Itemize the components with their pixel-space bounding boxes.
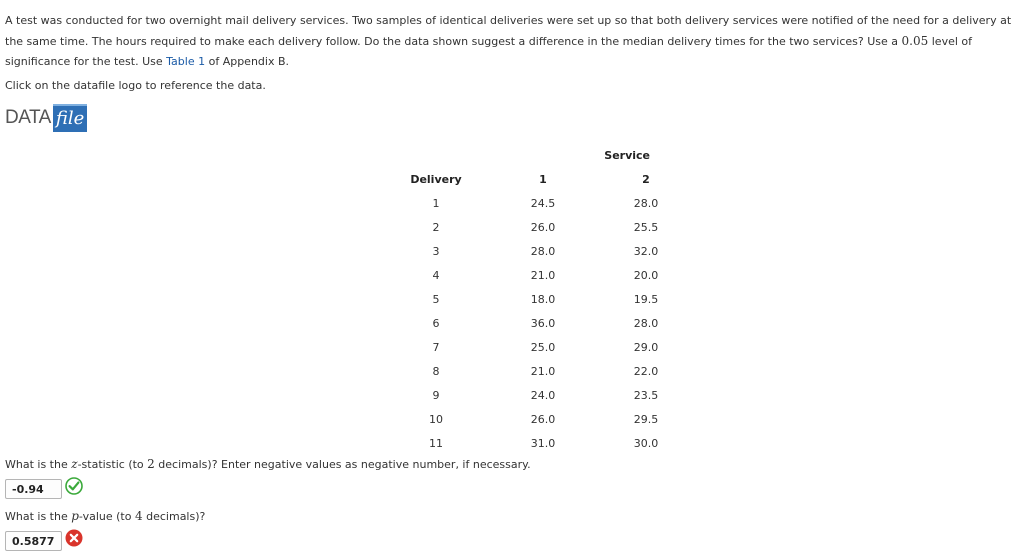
delivery-data-table: [396, 143, 682, 455]
service-2-cell: 23.5: [633, 388, 659, 402]
q1-mid: -statistic (to: [77, 458, 148, 471]
p-value-question: [5, 508, 205, 525]
q2-decimals: 4: [134, 509, 143, 523]
q1-pre: What is the: [5, 458, 72, 471]
service-2-cell: 19.5: [633, 292, 659, 306]
problem-text: [5, 11, 1017, 72]
delivery-number-cell: 4: [432, 268, 440, 282]
table-row: [396, 335, 682, 359]
delivery-number-cell: 11: [429, 436, 443, 450]
service-2-cell: 28.0: [633, 196, 659, 210]
x-icon: [65, 529, 83, 547]
delivery-number-cell: 6: [432, 316, 440, 330]
table-1-link[interactable]: Table 1: [166, 55, 206, 68]
service-2-cell: 25.5: [633, 220, 659, 234]
z-statistic-question: [5, 456, 531, 473]
service-2-cell: 32.0: [633, 244, 659, 258]
table-row: [396, 431, 682, 455]
p-value-answer-field[interactable]: 0.5877: [5, 531, 62, 551]
delivery-number-cell: 7: [432, 340, 440, 354]
service-2-cell: 29.5: [633, 412, 659, 426]
delivery-number-cell: 5: [432, 292, 440, 306]
table-body: [396, 191, 682, 455]
service-2-cell: 30.0: [633, 436, 659, 450]
delivery-number-cell: 3: [432, 244, 440, 258]
problem-text-part3: of Appendix B.: [205, 55, 290, 68]
q2-variable: p: [71, 509, 79, 523]
q1-variable: z: [71, 457, 78, 471]
delivery-number-cell: 8: [432, 364, 440, 378]
delivery-number-cell: 1: [432, 196, 440, 210]
significance-level: 0.05: [901, 34, 929, 48]
table-row: [396, 191, 682, 215]
q2-mid: -value (to: [78, 510, 135, 523]
service-1-cell: 24.0: [530, 388, 556, 402]
problem-text-part1: A test was conducted for two overnight mail delivery services. Two samples of identical deliveries were set up so that both delivery services were notified of the need for a delivery at the same time. The hours required to make each delivery follow. Do the data shown suggest a difference in the median delivery times for the two services? Use a: [5, 14, 1012, 48]
datafile-logo-file-text: file: [53, 104, 87, 132]
q2-pre: What is the: [5, 510, 72, 523]
problem-text-part2: level of significance for the test. Use: [5, 35, 973, 68]
service-group-header: Service: [604, 148, 650, 162]
service-2-cell: 22.0: [633, 364, 659, 378]
table-row: [396, 239, 682, 263]
service-2-header: 2: [642, 172, 650, 186]
table-row: [396, 215, 682, 239]
table-row: [396, 407, 682, 431]
datafile-hint: Click on the datafile logo to reference the data.: [5, 79, 266, 92]
delivery-number-cell: 10: [429, 412, 443, 426]
table-row: [396, 359, 682, 383]
table-row: [396, 311, 682, 335]
table-header-empty: [396, 143, 476, 167]
service-1-cell: 31.0: [530, 436, 556, 450]
service-1-cell: 28.0: [530, 244, 556, 258]
service-1-cell: 25.0: [530, 340, 556, 354]
q1-decimals: 2: [147, 457, 155, 471]
service-1-cell: 21.0: [530, 268, 556, 282]
service-2-cell: 20.0: [633, 268, 659, 282]
delivery-column-header: Delivery: [410, 172, 462, 186]
table-row: [396, 383, 682, 407]
service-1-cell: 21.0: [530, 364, 556, 378]
z-statistic-answer-field[interactable]: -0.94: [5, 479, 62, 499]
service-1-header: 1: [539, 172, 547, 186]
service-1-cell: 24.5: [530, 196, 556, 210]
datafile-logo-data-text: DATA: [5, 107, 51, 128]
q2-post: decimals)?: [142, 510, 206, 523]
service-1-cell: 18.0: [530, 292, 556, 306]
service-2-cell: 29.0: [633, 340, 659, 354]
service-1-cell: 36.0: [530, 316, 556, 330]
datafile-logo[interactable]: [5, 104, 87, 132]
delivery-number-cell: 9: [432, 388, 440, 402]
service-1-cell: 26.0: [530, 220, 556, 234]
check-icon: [65, 477, 83, 495]
q1-post: decimals)? Enter negative values as negative number, if necessary.: [154, 458, 531, 471]
table-row: [396, 287, 682, 311]
service-1-cell: 26.0: [530, 412, 556, 426]
service-2-cell: 28.0: [633, 316, 659, 330]
table-row: [396, 263, 682, 287]
delivery-number-cell: 2: [432, 220, 440, 234]
